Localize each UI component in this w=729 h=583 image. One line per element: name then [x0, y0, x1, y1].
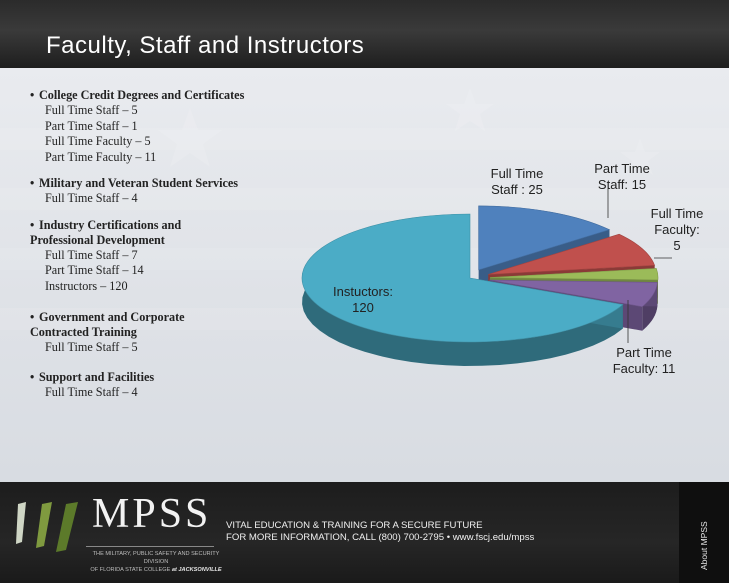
- bullet-item: Part Time Staff – 1: [45, 118, 138, 133]
- bullet-title: Industry Certifications and Professional Development: [30, 217, 182, 247]
- tagline-line1: VITAL EDUCATION & TRAINING FOR A SECURE FUTURE: [226, 520, 483, 531]
- slide-header: [0, 0, 729, 68]
- about-tab-label: About MPSS: [699, 521, 709, 570]
- bullet-item: Full Time Staff – 5: [45, 103, 138, 117]
- pie-slice-label: Part Time Faculty: 11: [612, 345, 676, 376]
- pie-slice-label: Full Time Faculty: 5: [650, 206, 704, 253]
- logo-text: MPSS: [92, 491, 212, 537]
- logo-subtitle-location: at JACKSONVILLE: [171, 567, 222, 573]
- bullet-dot-icon: •: [30, 88, 35, 102]
- pie-slice-label: Instuctors: 120: [333, 284, 393, 315]
- bullet-item: Full Time Faculty – 5: [45, 134, 151, 148]
- pie-slice-label: Full Time Staff : 25: [490, 166, 544, 197]
- bullet-item: Full Time Staff – 5: [45, 340, 138, 354]
- bullet-dot-icon: •: [30, 310, 35, 324]
- bullet-item: Instructors – 120: [45, 278, 128, 293]
- contact-line: FOR MORE INFORMATION, CALL (800) 700-2795 • www.fscj.edu/mpss: [226, 532, 535, 543]
- page-title: Faculty, Staff and Instructors: [46, 32, 365, 59]
- about-tab[interactable]: [679, 482, 729, 583]
- logo-mark-icon: [0, 482, 90, 583]
- bullet-item: Full Time Staff – 7: [45, 247, 138, 262]
- slide-content: [0, 68, 729, 482]
- bullet-item: Full Time Staff – 4: [45, 384, 138, 399]
- logo-subtitle: [86, 550, 226, 574]
- bullet-item: Full Time Staff – 4: [45, 191, 138, 205]
- bullet-title: Government and Corporate Contracted Training: [30, 310, 185, 339]
- bullet-item: Part Time Staff – 14: [45, 263, 144, 277]
- logo-subtitle-line1: THE MILITARY, PUBLIC SAFETY AND SECURITY DIVISION: [92, 551, 220, 565]
- pie-slice-label: Part Time Staff: 15: [594, 161, 650, 192]
- bullet-title: Support and Facilities: [39, 369, 155, 384]
- bullet-title: Military and Veteran Student Services: [39, 176, 239, 190]
- bullet-dot-icon: •: [30, 369, 35, 384]
- bullet-item: Part Time Faculty – 11: [45, 149, 157, 164]
- logo-subtitle-line2: OF FLORIDA STATE COLLEGE: [90, 567, 171, 573]
- bullet-title: College Credit Degrees and Certificates: [39, 88, 245, 102]
- pie-chart: [0, 68, 729, 482]
- bullet-dot-icon: •: [30, 176, 35, 190]
- footer-bar: [0, 482, 729, 583]
- logo-divider: [86, 546, 214, 547]
- footer-tagline: [226, 520, 534, 544]
- bullet-dot-icon: •: [30, 217, 35, 232]
